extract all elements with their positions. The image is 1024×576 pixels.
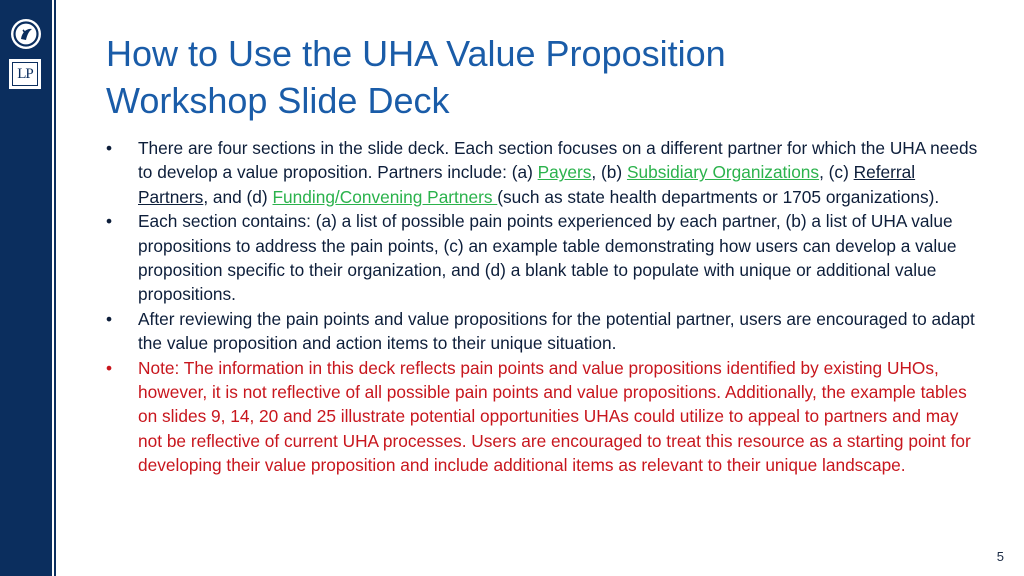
sidebar-divider <box>54 0 56 576</box>
bullet-item-sections <box>106 136 986 209</box>
bullet-marker: • <box>106 138 113 158</box>
bullet-text: , (b) <box>591 162 627 183</box>
logo-text: LP <box>12 62 38 86</box>
title-line-1: How to Use the UHA Value Proposition <box>106 33 726 74</box>
circular-emblem-icon <box>10 18 42 50</box>
bullet-text: There are four sections in the slide deck. Each section focuses on a different partner for which the UHA needs to develop a value proposition. Partners include: (a) <box>138 138 978 183</box>
bullet-item-contents <box>106 209 986 307</box>
sidebar-band <box>0 0 52 576</box>
bullet-marker: • <box>106 308 113 329</box>
bullet-text: (such as state health departments or 1705 organizations). <box>497 186 940 207</box>
slide-title <box>106 30 986 124</box>
title-line-2: Workshop Slide Deck <box>106 80 450 121</box>
bullet-marker: • <box>106 357 113 378</box>
bullet-marker: • <box>106 211 113 232</box>
bullet-text: , (c) <box>819 162 854 183</box>
bullet-text: Each section contains: (a) a list of possible pain points experienced by each partner, (b) a list of UHA value propositions to address the pain points, (c) an example table demonstrating how users can develop a value proposition specific to their organization, and (d) a blank table to populate with unique or additional value propositions. <box>138 211 957 305</box>
bullet-item-note <box>106 356 986 478</box>
link-referral-partners[interactable]: Referral Partners <box>138 162 916 207</box>
link-funding-convening-partners[interactable]: Funding/Convening Partners <box>272 186 498 207</box>
bullet-text: After reviewing the pain points and value propositions for the potential partner, users are encouraged to adapt the value proposition and action items to their unique situation. <box>138 308 975 354</box>
bullet-list <box>106 136 986 478</box>
page-number: 5 <box>996 549 1004 564</box>
bullet-text: , and (d) <box>203 186 273 207</box>
link-payers[interactable]: Payers <box>537 162 592 183</box>
bullet-text: Note: The information in this deck reflects pain points and value propositions identified by existing UHOs, however, it is not reflective of all possible pain points and value propositions. Additionally, the example tables on slides 9, 14, 20 and 25 illustrate potential opportunities UHAs could utilize to appeal to partners and may not be reflective of current UHA processes. Users are encouraged to treat this resource as a starting point for developing their value proposition and include additional items as relevant to their unique landscape. <box>138 357 971 476</box>
bullet-item-reviewing <box>106 307 986 356</box>
lp-monogram-logo <box>9 59 41 89</box>
link-subsidiary-organizations[interactable]: Subsidiary Organizations <box>626 162 820 183</box>
